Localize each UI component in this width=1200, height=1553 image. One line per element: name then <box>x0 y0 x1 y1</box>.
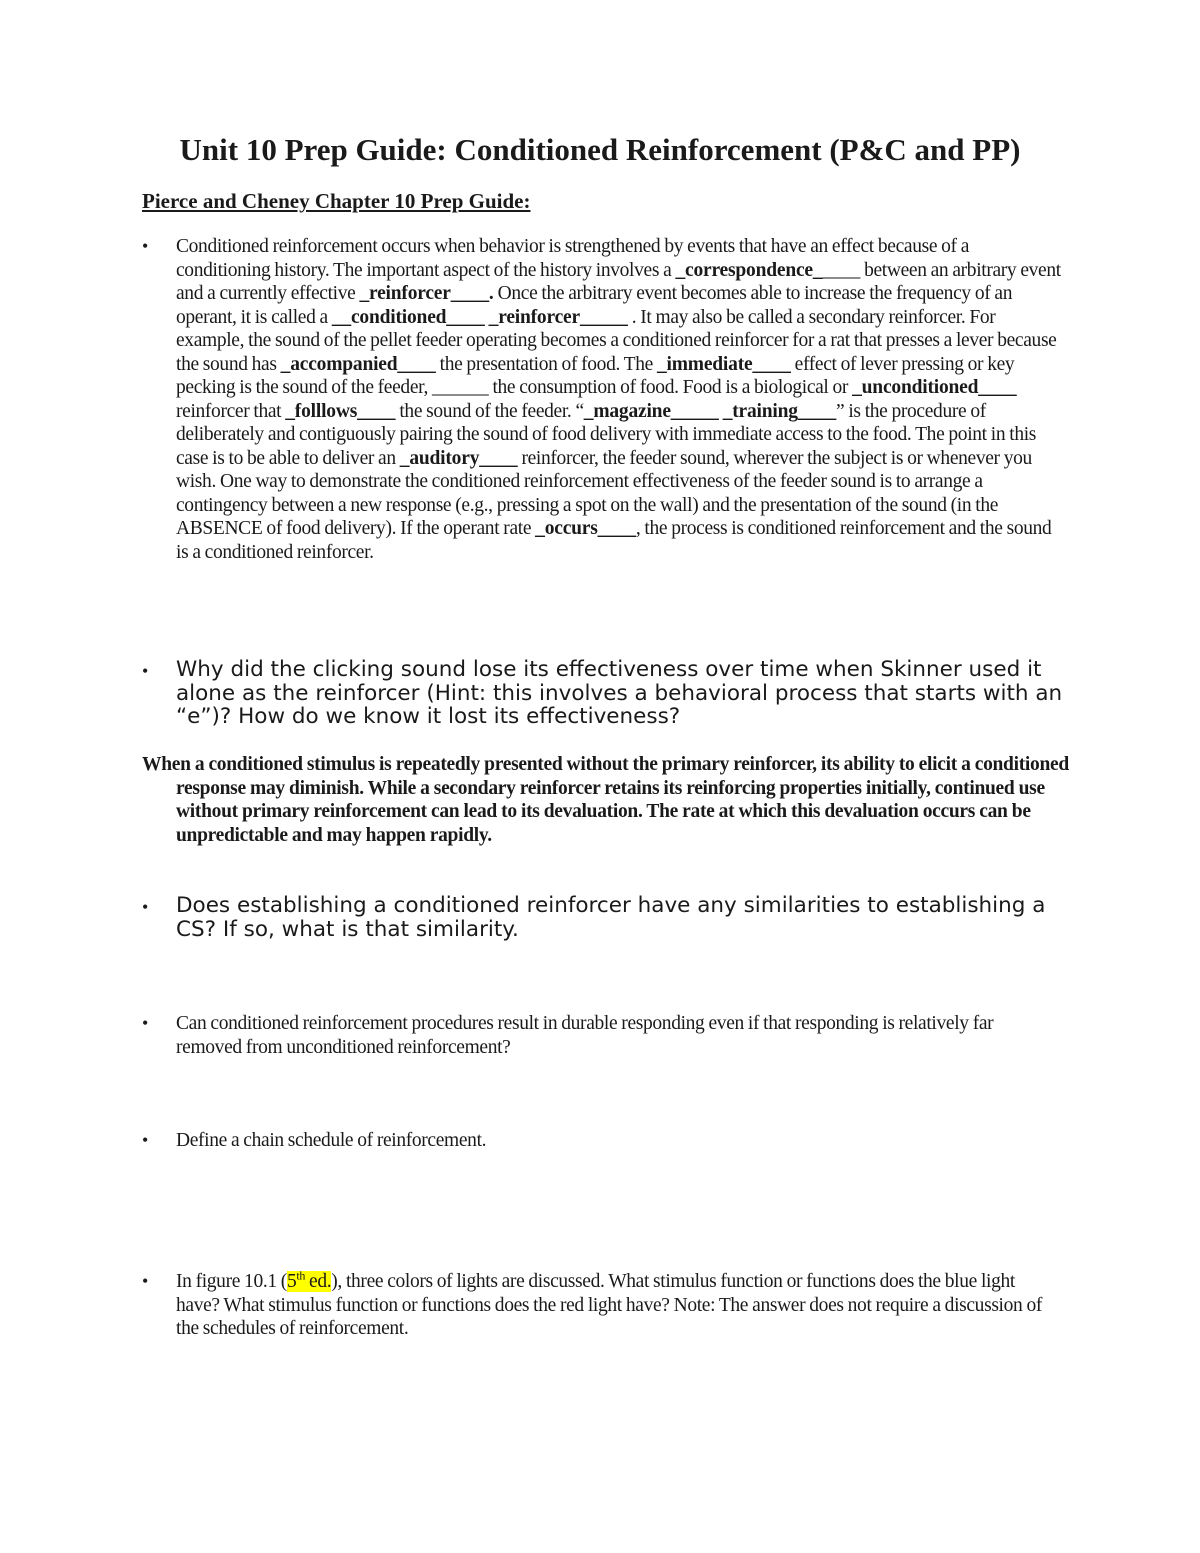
question-figure-lights: In figure 10.1 (5th ed.), three colors of lights are discussed. What stimulus function or functions does the blue light have? What stimulus function or functions does the red light have? Note: The answer does not require a discussion of the schedules of reinforcement. <box>176 1268 1042 1339</box>
blank-answer-immediate: _immediate____ <box>656 353 791 375</box>
fill-in-paragraph: Conditioned reinforcement occurs when behavior is strengthened by events that have an effect because of a conditioning history. The important aspect of the history involves a _correspondence_____ between an arbitrary event and a currently effective _reinforcer____. Once the arbitrary event becomes able to increase the frequency of an operant, it is called a __conditioned____ _reinforcer_____ . It may also be called a secondary reinforcer. For example, the sound of the pellet feeder operating becomes a conditioned reinforcer for a rat that presses a lever because the sound has _accompanied____ the presentation of food. The _immediate____ effect of lever pressing or key pecking is the sound of the feeder, ______ the consumption of food. Food is a biological or _unconditioned____ reinforcer that _folllows____ the sound of the feeder. “_magazine_____ _training____” is the procedure of deliberately and contiguously pairing the sound of food delivery with immediate access to the food. The point in this case is to be able to deliver an _auditory____ reinforcer, the feeder sound, wherever the subject is or whenever you wish. One way to demonstrate the conditioned reinforcement effectiveness of the feeder sound is to arrange a contingency between a new response (e.g., pressing a spot on the wall) and the presentation of the sound (in the ABSENCE of food delivery). If the operant rate _occurs____, the process is conditioned reinforcement and the sound is a conditioned reinforcer. <box>176 236 1061 563</box>
bullet-marker-4: • <box>142 1013 149 1033</box>
blank-answer-unconditioned: _unconditioned____ <box>852 377 1017 398</box>
question-extinction: Why did the clicking sound lose its effectiveness over time when Skinner used it alone as the reinforcer (Hint: this involves a behavioral process that starts with an “e”)? How do we know it lost its effectiveness? <box>176 657 1063 729</box>
blank-answer-correspondence: _correspondence_ <box>675 259 823 281</box>
highlighted-edition: 5th ed. <box>286 1268 332 1292</box>
bullet-marker-6: • <box>142 1271 149 1291</box>
bullet-marker-3: • <box>142 897 149 917</box>
bullet-marker-2: • <box>142 661 149 681</box>
blank-answer-auditory: _auditory____ <box>399 447 518 469</box>
blank-answer-reinforcer: _reinforcer____. <box>359 283 494 304</box>
blank-answer-follows: _folllows____ <box>285 400 396 422</box>
bullet-marker-5: • <box>142 1130 149 1150</box>
blank-answer-occurs: _occurs____ <box>535 518 636 539</box>
section-heading: Pierce and Cheney Chapter 10 Prep Guide: <box>142 189 531 213</box>
answer-extinction: When a conditioned stimulus is repeatedly presented without the primary reinforcer, its ability to elicit a conditioned response may diminish. While a secondary reinforcer retains its reinforcing properties initially, continued use without primary reinforcement can lead to its devaluation. The rate at which this devaluation occurs can be unpredictable and may happen rapidly. <box>142 754 1069 846</box>
page-title: Unit 10 Prep Guide: Conditioned Reinforcement (P&C and PP) <box>179 132 1021 167</box>
question-durable-responding: Can conditioned reinforcement procedures result in durable responding even if that responding is relatively far removed from unconditioned reinforcement? <box>176 1013 994 1058</box>
bullet-marker-1: • <box>142 236 149 256</box>
blank-answer-accompanied: _accompanied____ <box>280 353 436 375</box>
question-cs-similarity: Does establishing a conditioned reinforcer have any similarities to establishing a CS? If so, what is that similarity. <box>176 893 1046 942</box>
blank-answer-conditioned-reinforcer: __conditioned____ _reinforcer_____ <box>331 306 628 328</box>
question-chain-schedule: Define a chain schedule of reinforcement. <box>176 1130 487 1151</box>
blank-answer-magazine-training: _magazine_____ _training____ <box>583 400 837 422</box>
